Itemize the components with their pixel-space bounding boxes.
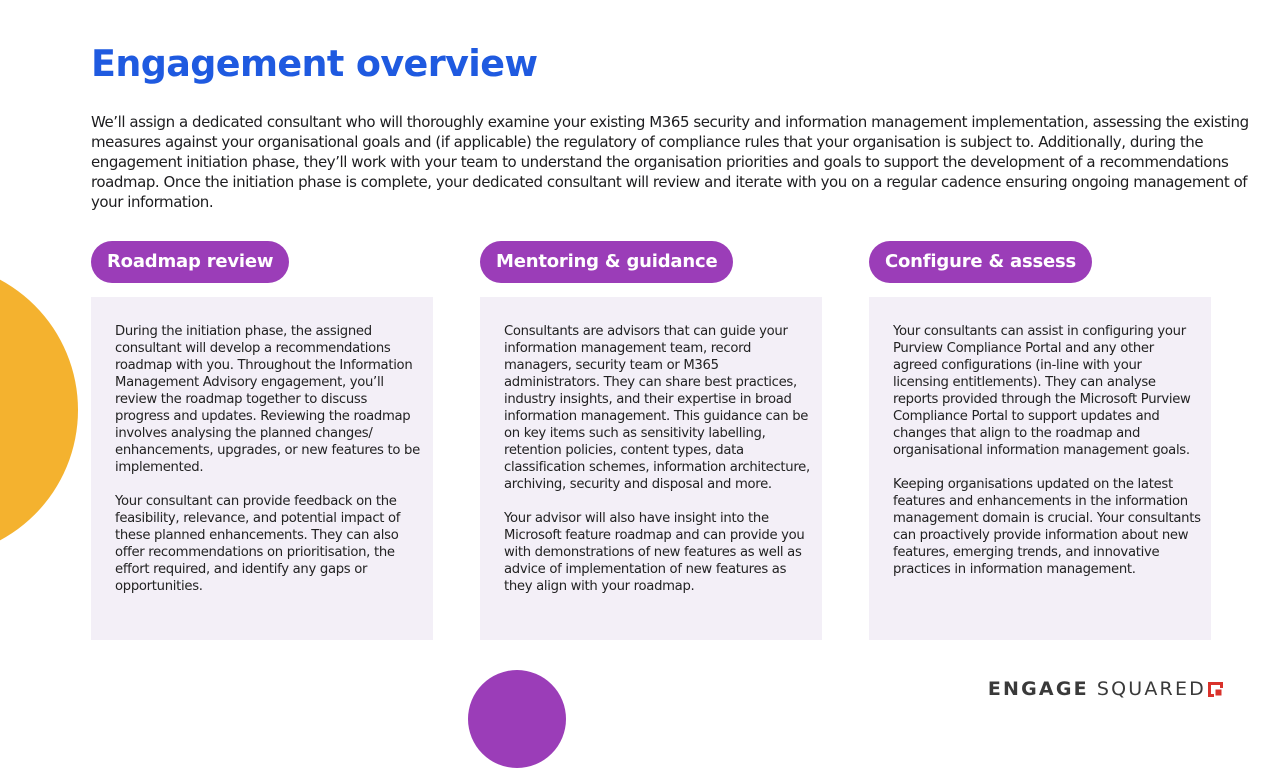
mentoring-guidance-paragraph-1: Consultants are advisors that can guide your information management team, record managers, security team or M365 administrators. They can share best practices, industry insights, and their expertise in broad information management. This guidance can be on key items such as sensitivity labelling, retention policies, content types, data classification schemes, information architecture, archiving, security and disposal and more. [504, 324, 810, 492]
mentoring-guidance-card [480, 297, 822, 640]
column-mentoring-guidance [480, 241, 822, 640]
configure-assess-paragraph-2: Keeping organisations updated on the latest features and enhancements in the information management domain is crucial. Your consultants can proactively provide information about new features, emerging trends, and innovative practices in information management. [893, 477, 1201, 577]
engage-squared-mark-icon [1208, 682, 1223, 697]
intro-paragraph: We’ll assign a dedicated consultant who will thoroughly examine your existing M365 security and information management implementation, assessing the existing measures against your organisational goals and (if applicable) the regulatory of compliance rules that your organisation is subject to. Additionally, during the engagement initiation phase, they’ll work with your team to understand the organisation priorities and goals to support the development of a recommendations roadmap. Once the initiation phase is complete, your dedicated consultant will review and iterate with you on a regular cadence ensuring ongoing management of your information. [91, 113, 1249, 211]
logo-word-engage: ENGAGE [987, 678, 1089, 700]
logo-word-squared: SQUARED [1096, 678, 1206, 700]
roadmap-review-heading: Roadmap review [91, 241, 289, 283]
roadmap-review-card [91, 297, 433, 640]
configure-assess-paragraph-1: Your consultants can assist in configuring your Purview Compliance Portal and any other agreed configurations (in-line with your licensing entitlements). They can analyse reports provided through the Microsoft Purview Compliance Portal to support updates and changes that align to the roadmap and organisational information management goals. [893, 324, 1191, 458]
decorative-purple-circle [468, 670, 566, 768]
roadmap-review-paragraph-2: Your consultant can provide feedback on the feasibility, relevance, and potential impact of these planned enhancements. They can also offer recommendations on prioritisation, the effort required, and identify any gaps or opportunities. [115, 494, 401, 594]
column-configure-assess [869, 241, 1211, 640]
page-title: Engagement overview [91, 42, 538, 85]
decorative-yellow-semicircle [0, 262, 78, 558]
engage-squared-logo [988, 678, 1223, 700]
configure-assess-heading: Configure & assess [869, 241, 1092, 283]
roadmap-review-paragraph-1: During the initiation phase, the assigned consultant will develop a recommendations roadmap with you. Throughout the Information Management Advisory engagement, you’ll review the roadmap together to discuss progress and updates. Reviewing the roadmap involves analysing the planned changes/ enhancements, upgrades, or new features to be implemented. [115, 324, 420, 475]
column-roadmap-review [91, 241, 433, 640]
mentoring-guidance-heading: Mentoring & guidance [480, 241, 733, 283]
configure-assess-card [869, 297, 1211, 640]
mentoring-guidance-paragraph-2: Your advisor will also have insight into the Microsoft feature roadmap and can provide you with demonstrations of new features as well as advice of implementation of new features as they align with your roadmap. [504, 511, 805, 594]
